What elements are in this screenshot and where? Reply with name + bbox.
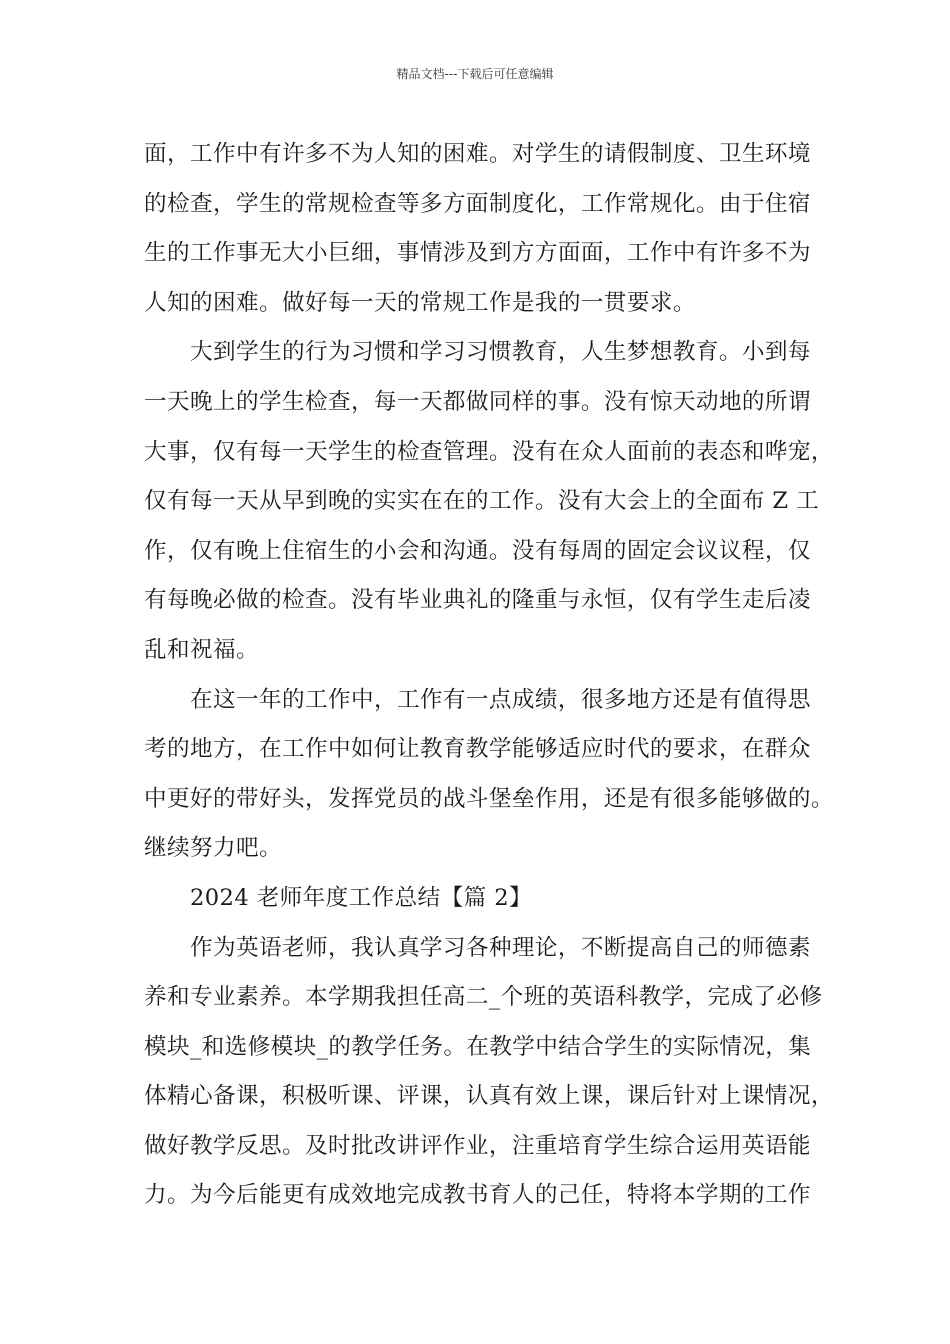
text-line: 面，工作中有许多不为人知的困难。对学生的请假制度、卫生环境 [144, 141, 811, 167]
page-header: 精品文档---下载后可任意编辑 [396, 67, 554, 81]
text-line: 考的地方，在工作中如何让教育教学能够适应时代的要求，在群众 [144, 736, 811, 763]
text-line: 人知的困难。做好每一天的常规工作是我的一贯要求。 [144, 289, 696, 316]
paragraph-first-line: 大到学生的行为习惯和学习习惯教育，人生梦想教育。小到每 [190, 339, 811, 366]
text-line: 体精心备课，积极听课、评课，认真有效上课，课后针对上课情况， [144, 1083, 834, 1110]
text-line: 力。为今后能更有成效地完成教书育人的己任，特将本学期的工作 [144, 1182, 811, 1209]
text-line: 乱和祝福。 [144, 636, 259, 663]
paragraph-first-line: 作为英语老师，我认真学习各种理论，不断提高自己的师德素 [190, 934, 811, 961]
text-line: 大事，仅有每一天学生的检查管理。没有在众人面前的表态和哗宠， [144, 438, 834, 465]
text-line: 仅有每一天从早到晚的实实在在的工作。没有大会上的全面布 Z 工 [144, 488, 820, 515]
section-heading: 2024 老师年度工作总结【篇 2】 [190, 884, 532, 911]
paragraph-first-line: 在这一年的工作中，工作有一点成绩，很多地方还是有值得思 [190, 686, 811, 713]
text-line: 养和专业素养。本学期我担任高二_个班的英语科教学，完成了必修 [144, 984, 823, 1011]
text-line: 模块_和选修模块_的教学任务。在教学中结合学生的实际情况，集 [144, 1033, 812, 1060]
text-line: 作，仅有晚上住宿生的小会和沟通。没有每周的固定会议议程，仅 [144, 537, 811, 564]
text-line: 有每晚必做的检查。没有毕业典礼的隆重与永恒，仅有学生走后凌 [144, 587, 811, 614]
text-line: 做好教学反思。及时批改讲评作业，注重培育学生综合运用英语能 [144, 1132, 811, 1159]
text-line: 继续努力吧。 [144, 835, 282, 862]
document-body [144, 130, 834, 1221]
text-line: 一天晚上的学生检查，每一天都做同样的事。没有惊天动地的所谓 [144, 388, 811, 415]
text-line: 中更好的带好头，发挥党员的战斗堡垒作用，还是有很多能够做的。 [144, 785, 834, 812]
text-line: 生的工作事无大小巨细，事情涉及到方方面面，工作中有许多不为 [144, 240, 811, 267]
text-line: 的检查，学生的常规检查等多方面制度化，工作常规化。由于住宿 [144, 190, 811, 217]
